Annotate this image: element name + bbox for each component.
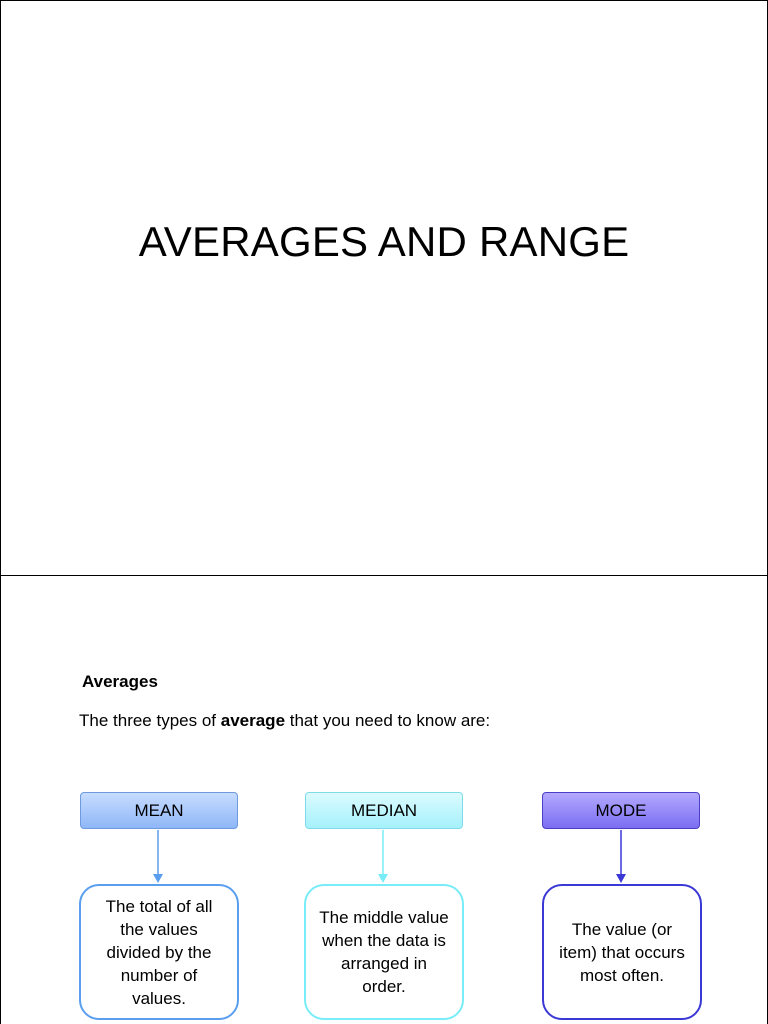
mode-description-box [542,884,702,1020]
mean-description: The total of all the values divided by the number of values. [105,896,213,1008]
slide-title: AVERAGES AND RANGE [138,218,630,265]
intro-text-before: The three types of [79,711,221,730]
mode-label-box: MODE [542,792,700,829]
median-connector-arrow [378,830,388,883]
intro-text-after: that you need to know are: [285,711,491,730]
averages-slide [0,575,768,1024]
mode-connector-arrow [616,830,626,883]
median-description: The middle value when the data is arranged in order. [319,908,449,996]
intro-text-bold: average [220,711,286,730]
median-label-box: MEDIAN [305,792,463,829]
mode-description: The value (or item) that occurs most often. [559,919,685,985]
mean-label-box: MEAN [80,792,238,829]
section-heading: Averages [82,672,158,691]
mean-description-box [79,884,239,1020]
median-description-box [304,884,464,1020]
mean-connector-arrow [153,830,163,883]
